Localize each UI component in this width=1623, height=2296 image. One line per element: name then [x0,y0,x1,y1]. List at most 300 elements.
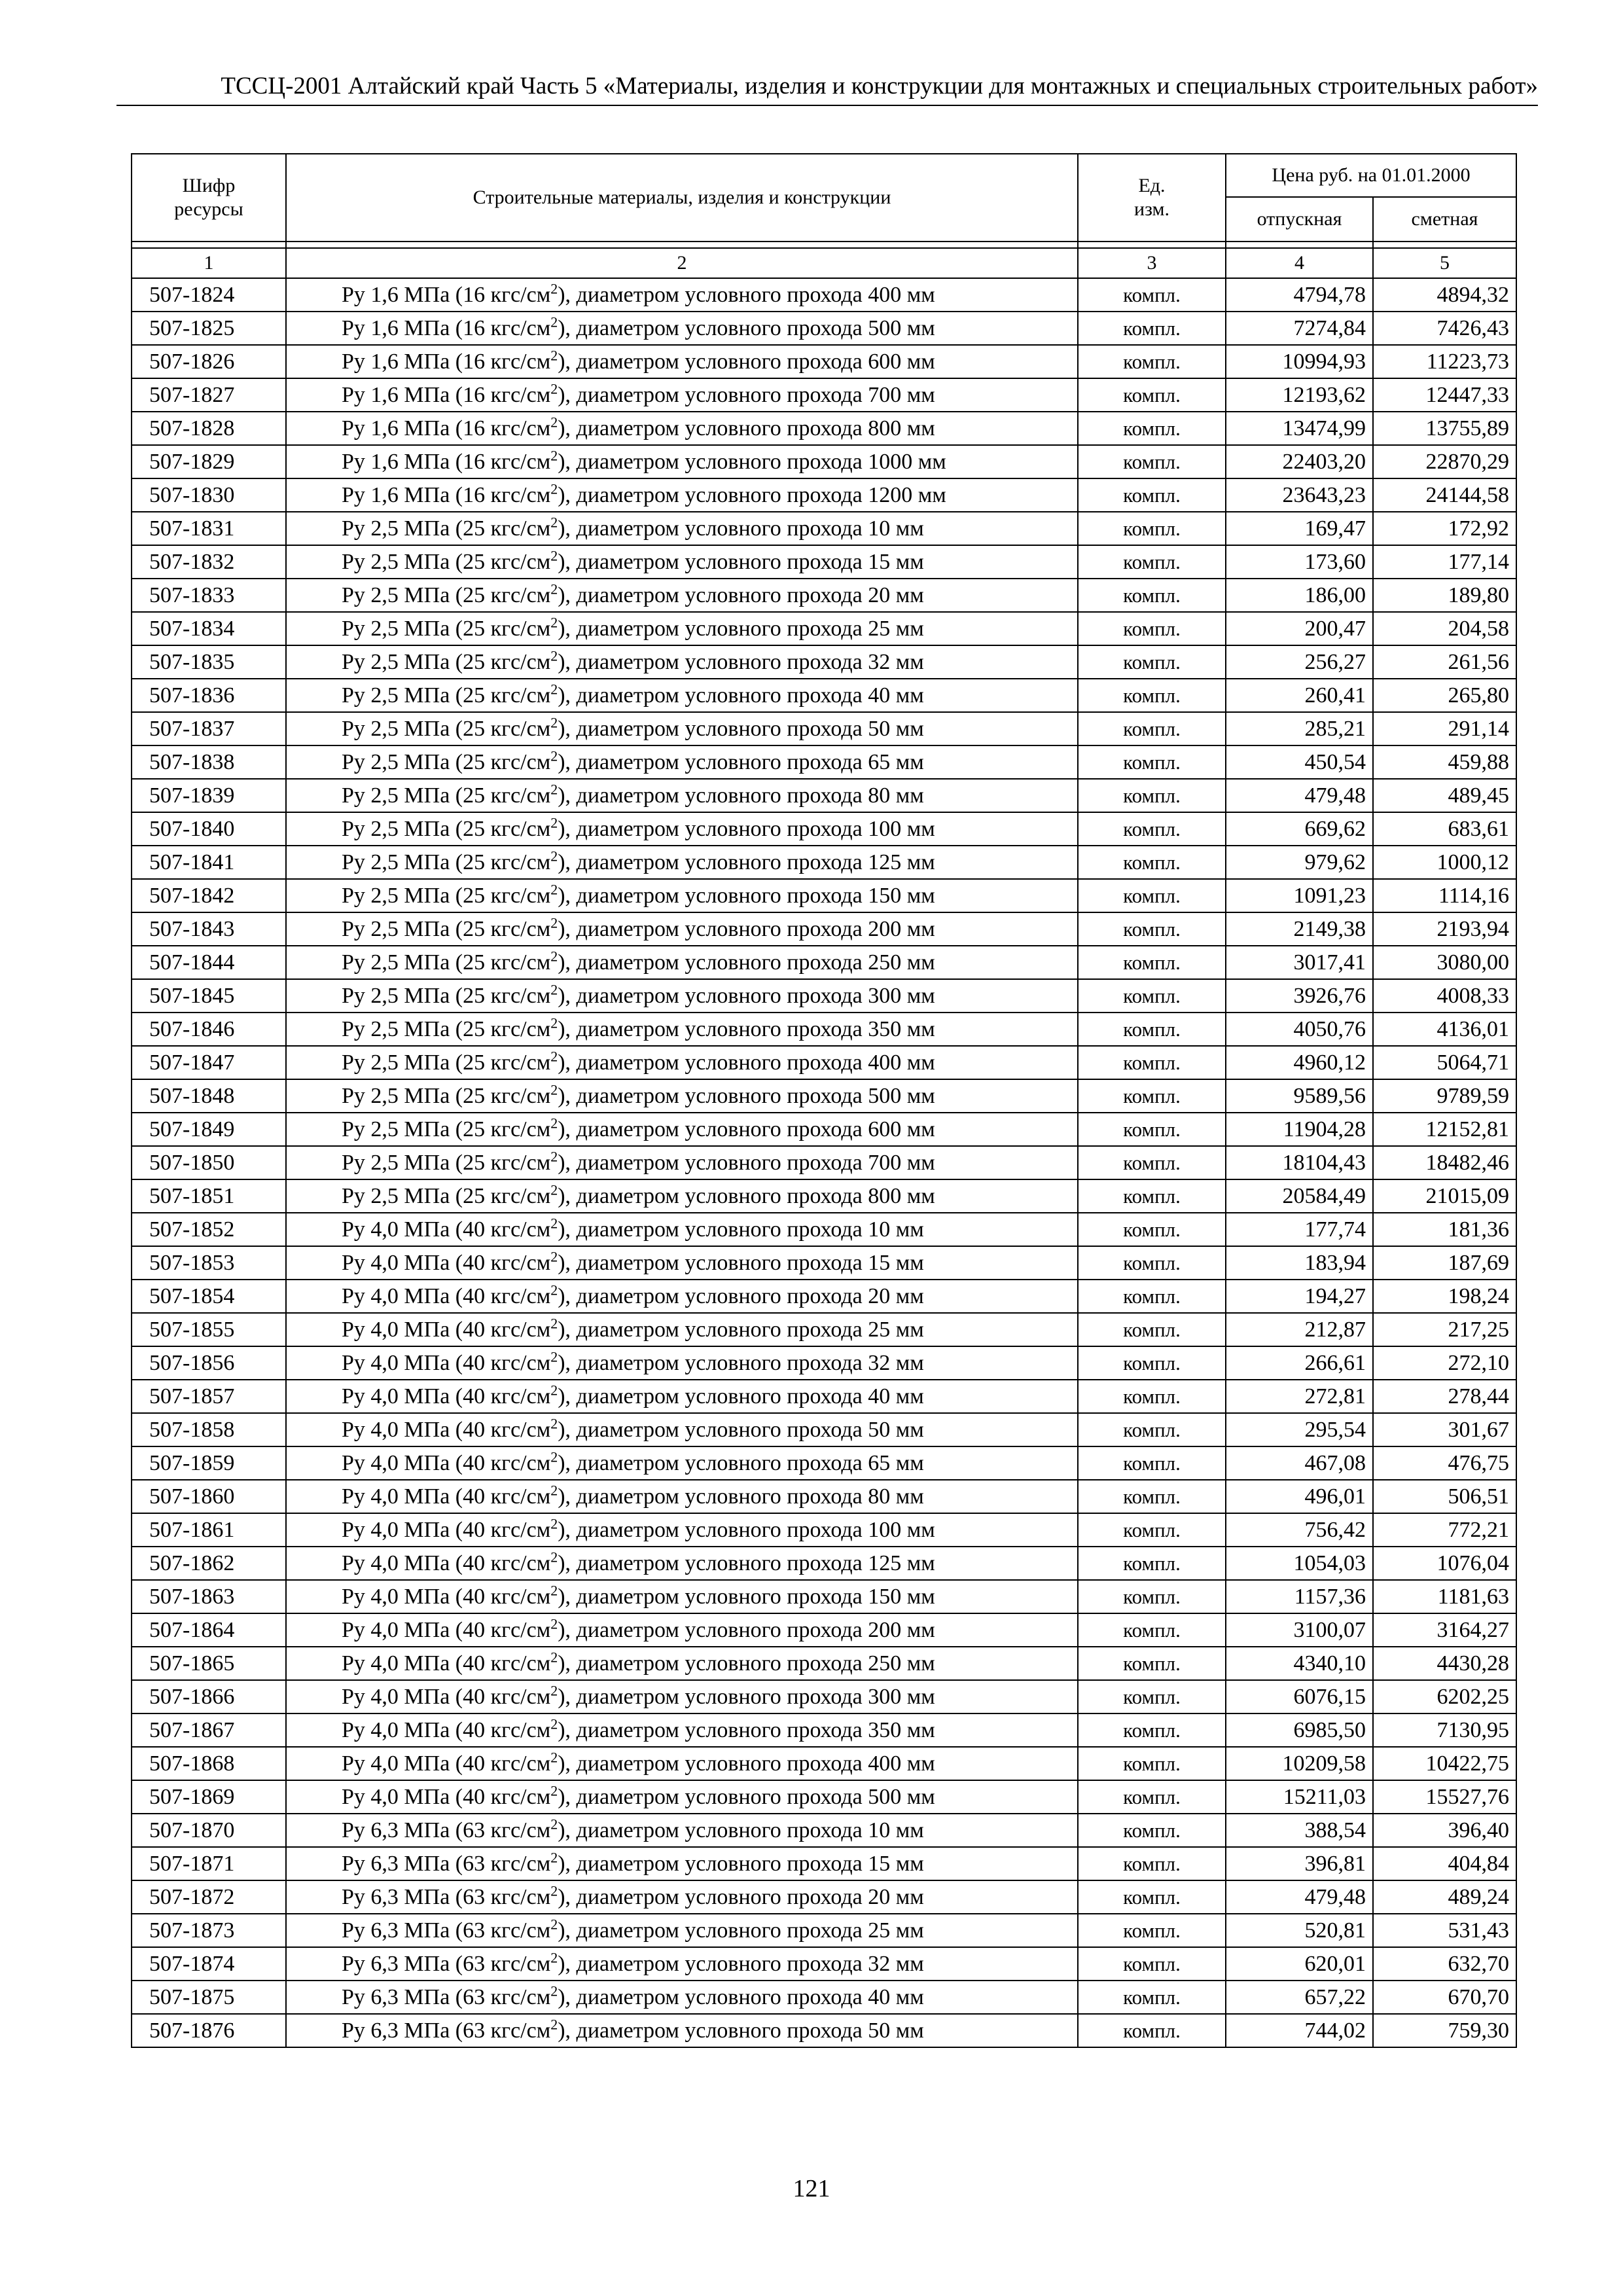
material-name-prefix: Ру 1,6 МПа (16 кгс/см [342,282,551,307]
superscript: 2 [550,1181,558,1198]
material-name-suffix: ), диаметром условного прохода 20 мм [558,1884,924,1909]
table-row [132,745,1516,779]
unit: компл. [1078,1647,1226,1680]
table-row [132,779,1516,812]
unit: компл. [1078,1847,1226,1880]
resource-code: 507-1828 [132,412,286,445]
unit: компл. [1078,1346,1226,1380]
resource-code: 507-1864 [132,1613,286,1647]
superscript: 2 [550,1682,558,1699]
material-name-prefix: Ру 2,5 МПа (25 кгс/см [342,916,551,941]
superscript: 2 [550,1715,558,1732]
release-price: 23643,23 [1226,478,1373,512]
header-name: Строительные материалы, изделия и конструкции [286,154,1078,242]
resource-code: 507-1863 [132,1580,286,1613]
estimate-price: 189,80 [1373,579,1516,612]
material-name-prefix: Ру 1,6 МПа (16 кгс/см [342,416,551,440]
superscript: 2 [550,581,558,598]
material-name-prefix: Ру 6,3 МПа (63 кгс/см [342,1851,551,1876]
material-name-suffix: ), диаметром условного прохода 700 мм [558,1150,935,1175]
resource-code: 507-1870 [132,1814,286,1847]
material-name-prefix: Ру 2,5 МПа (25 кгс/см [342,1183,551,1208]
unit: компл. [1078,2014,1226,2047]
resource-code: 507-1825 [132,312,286,345]
resource-code: 507-1875 [132,1981,286,2014]
material-name-suffix: ), диаметром условного прохода 125 мм [558,850,935,874]
material-name [286,979,1078,1013]
resource-code: 507-1861 [132,1513,286,1547]
resource-code: 507-1831 [132,512,286,545]
material-name-prefix: Ру 1,6 МПа (16 кгс/см [342,449,551,474]
table-row [132,1046,1516,1079]
resource-code: 507-1865 [132,1647,286,1680]
resource-code: 507-1824 [132,278,286,312]
unit: компл. [1078,1413,1226,1446]
material-name-prefix: Ру 2,5 МПа (25 кгс/см [342,1117,551,1141]
release-price: 620,01 [1226,1947,1373,1981]
release-price: 200,47 [1226,612,1373,645]
column-number: 3 [1078,248,1226,278]
table-row [132,879,1516,912]
estimate-price: 12447,33 [1373,378,1516,412]
release-price: 1054,03 [1226,1547,1373,1580]
material-name [286,879,1078,912]
estimate-price: 1000,12 [1373,846,1516,879]
resource-code: 507-1833 [132,579,286,612]
unit: компл. [1078,278,1226,312]
material-name-prefix: Ру 2,5 МПа (25 кгс/см [342,1083,551,1108]
estimate-price: 291,14 [1373,712,1516,745]
material-name [286,1814,1078,1847]
material-name-prefix: Ру 6,3 МПа (63 кгс/см [342,1951,551,1976]
material-name-prefix: Ру 4,0 МПа (40 кгс/см [342,1584,551,1609]
estimate-price: 4136,01 [1373,1013,1516,1046]
table-row [132,1346,1516,1380]
resource-code: 507-1843 [132,912,286,946]
unit: компл. [1078,1613,1226,1647]
resource-code: 507-1876 [132,2014,286,2047]
table-row [132,312,1516,345]
material-name-prefix: Ру 4,0 МПа (40 кгс/см [342,1684,551,1709]
material-name [286,1580,1078,1613]
estimate-price: 10422,75 [1373,1747,1516,1780]
estimate-price: 670,70 [1373,1981,1516,2014]
material-name-suffix: ), диаметром условного прохода 800 мм [558,416,935,440]
material-name-suffix: ), диаметром условного прохода 400 мм [558,1050,935,1075]
table-row [132,1747,1516,1780]
material-name [286,412,1078,445]
material-name-suffix: ), диаметром условного прохода 500 мм [558,1083,935,1108]
superscript: 2 [550,1515,558,1532]
superscript: 2 [550,1115,558,1132]
estimate-price: 3080,00 [1373,946,1516,979]
superscript: 2 [550,1348,558,1365]
table-row [132,1814,1516,1847]
header-estimate-price: сметная [1373,197,1516,242]
material-name-suffix: ), диаметром условного прохода 100 мм [558,816,935,841]
material-name-suffix: ), диаметром условного прохода 50 мм [558,2018,924,2043]
estimate-price: 531,43 [1373,1914,1516,1947]
material-name-suffix: ), диаметром условного прохода 15 мм [558,1250,924,1275]
unit: компл. [1078,1747,1226,1780]
material-name-suffix: ), диаметром условного прохода 80 мм [558,1484,924,1509]
column-number: 4 [1226,248,1373,278]
resource-code: 507-1852 [132,1213,286,1246]
unit: компл. [1078,745,1226,779]
superscript: 2 [550,1248,558,1265]
release-price: 260,41 [1226,679,1373,712]
estimate-price: 489,24 [1373,1880,1516,1914]
material-name-prefix: Ру 2,5 МПа (25 кгс/см [342,950,551,975]
release-price: 12193,62 [1226,378,1373,412]
material-name-prefix: Ру 4,0 МПа (40 кгс/см [342,1784,551,1809]
superscript: 2 [550,1549,558,1566]
table-row [132,1179,1516,1213]
material-name-prefix: Ру 1,6 МПа (16 кгс/см [342,315,551,340]
resource-code: 507-1851 [132,1179,286,1213]
material-name [286,1847,1078,1880]
table-row [132,1513,1516,1547]
table-row [132,1246,1516,1280]
material-name [286,1046,1078,1079]
table-row [132,345,1516,378]
estimate-price: 265,80 [1373,679,1516,712]
superscript: 2 [550,848,558,865]
material-name-prefix: Ру 2,5 МПа (25 кгс/см [342,983,551,1008]
unit: компл. [1078,1480,1226,1513]
superscript: 2 [550,714,558,731]
material-name [286,1780,1078,1814]
estimate-price: 4430,28 [1373,1647,1516,1680]
material-name-suffix: ), диаметром условного прохода 40 мм [558,1384,924,1408]
table-row [132,912,1516,946]
release-price: 194,27 [1226,1280,1373,1313]
material-name-prefix: Ру 4,0 МПа (40 кгс/см [342,1450,551,1475]
superscript: 2 [550,814,558,831]
material-name [286,1079,1078,1113]
resource-code: 507-1858 [132,1413,286,1446]
superscript: 2 [550,447,558,464]
resource-code: 507-1872 [132,1880,286,1914]
material-name [286,779,1078,812]
material-name [286,345,1078,378]
release-price: 18104,43 [1226,1146,1373,1179]
material-name [286,1647,1078,1680]
material-name-prefix: Ру 2,5 МПа (25 кгс/см [342,1050,551,1075]
material-name-suffix: ), диаметром условного прохода 700 мм [558,382,935,407]
resource-code: 507-1854 [132,1280,286,1313]
superscript: 2 [550,747,558,764]
material-name-suffix: ), диаметром условного прохода 40 мм [558,1984,924,2009]
table-row [132,579,1516,612]
material-name-suffix: ), диаметром условного прохода 600 мм [558,1117,935,1141]
estimate-price: 13755,89 [1373,412,1516,445]
release-price: 183,94 [1226,1246,1373,1280]
material-name [286,1981,1078,2014]
release-price: 11904,28 [1226,1113,1373,1146]
unit: компл. [1078,912,1226,946]
table-row [132,1613,1516,1647]
table-row [132,1313,1516,1346]
release-price: 20584,49 [1226,1179,1373,1213]
table-row [132,679,1516,712]
resource-code: 507-1839 [132,779,286,812]
resource-code: 507-1826 [132,345,286,378]
table-row [132,1880,1516,1914]
table-row [132,1780,1516,1814]
table-row [132,1013,1516,1046]
estimate-price: 272,10 [1373,1346,1516,1380]
material-name-suffix: ), диаметром условного прохода 80 мм [558,783,924,808]
unit: компл. [1078,846,1226,879]
resource-code: 507-1853 [132,1246,286,1280]
table-row [132,378,1516,412]
superscript: 2 [550,1014,558,1031]
material-name-prefix: Ру 2,5 МПа (25 кгс/см [342,1016,551,1041]
table-row [132,478,1516,512]
material-name-prefix: Ру 4,0 МПа (40 кгс/см [342,1717,551,1742]
estimate-price: 683,61 [1373,812,1516,846]
material-name-prefix: Ру 2,5 МПа (25 кгс/см [342,783,551,808]
release-price: 4050,76 [1226,1013,1373,1046]
material-name [286,1313,1078,1346]
resource-code: 507-1832 [132,545,286,579]
material-name [286,712,1078,745]
material-name [286,679,1078,712]
release-price: 979,62 [1226,846,1373,879]
release-price: 177,74 [1226,1213,1373,1246]
material-name-suffix: ), диаметром условного прохода 800 мм [558,1183,935,1208]
unit: компл. [1078,979,1226,1013]
superscript: 2 [550,1749,558,1766]
material-name-suffix: ), диаметром условного прохода 65 мм [558,749,924,774]
estimate-price: 198,24 [1373,1280,1516,1313]
estimate-price: 177,14 [1373,545,1516,579]
superscript: 2 [550,1615,558,1632]
superscript: 2 [550,314,558,331]
material-name-prefix: Ру 2,5 МПа (25 кгс/см [342,883,551,908]
estimate-price: 217,25 [1373,1313,1516,1346]
release-price: 256,27 [1226,645,1373,679]
superscript: 2 [550,280,558,297]
resource-code: 507-1845 [132,979,286,1013]
material-name-prefix: Ру 2,5 МПа (25 кгс/см [342,616,551,641]
estimate-price: 24144,58 [1373,478,1516,512]
unit: компл. [1078,378,1226,412]
material-name-prefix: Ру 4,0 МПа (40 кгс/см [342,1417,551,1442]
unit: компл. [1078,1981,1226,2014]
unit: компл. [1078,712,1226,745]
material-name-suffix: ), диаметром условного прохода 150 мм [558,883,935,908]
material-name [286,1280,1078,1313]
material-name-prefix: Ру 4,0 МПа (40 кгс/см [342,1250,551,1275]
superscript: 2 [550,1048,558,1065]
unit: компл. [1078,1246,1226,1280]
superscript: 2 [550,480,558,497]
release-price: 285,21 [1226,712,1373,745]
material-name-suffix: ), диаметром условного прохода 1000 мм [558,449,946,474]
resource-code: 507-1838 [132,745,286,779]
table-row [132,545,1516,579]
estimate-price: 301,67 [1373,1413,1516,1446]
estimate-price: 181,36 [1373,1213,1516,1246]
material-name-suffix: ), диаметром условного прохода 100 мм [558,1517,935,1542]
resource-code: 507-1860 [132,1480,286,1513]
price-table [131,153,1517,2048]
column-number: 5 [1373,248,1516,278]
material-name [286,1179,1078,1213]
release-price: 450,54 [1226,745,1373,779]
estimate-price: 3164,27 [1373,1613,1516,1647]
release-price: 479,48 [1226,779,1373,812]
material-name-prefix: Ру 4,0 МПа (40 кгс/см [342,1517,551,1542]
superscript: 2 [550,1382,558,1399]
estimate-price: 9789,59 [1373,1079,1516,1113]
material-name [286,512,1078,545]
estimate-price: 22870,29 [1373,445,1516,478]
estimate-price: 1181,63 [1373,1580,1516,1613]
release-price: 756,42 [1226,1513,1373,1547]
material-name-suffix: ), диаметром условного прохода 40 мм [558,683,924,708]
superscript: 2 [550,681,558,698]
release-price: 173,60 [1226,545,1373,579]
unit: компл. [1078,312,1226,345]
release-price: 7274,84 [1226,312,1373,345]
resource-code: 507-1827 [132,378,286,412]
resource-code: 507-1869 [132,1780,286,1814]
material-name [286,1914,1078,1947]
material-name-prefix: Ру 6,3 МПа (63 кгс/см [342,2018,551,2043]
material-name-prefix: Ру 1,6 МПа (16 кгс/см [342,482,551,507]
estimate-price: 18482,46 [1373,1146,1516,1179]
release-price: 1157,36 [1226,1580,1373,1613]
table-row [132,1446,1516,1480]
table-row [132,979,1516,1013]
superscript: 2 [550,1582,558,1599]
resource-code: 507-1871 [132,1847,286,1880]
release-price: 2149,38 [1226,912,1373,946]
superscript: 2 [550,1816,558,1833]
superscript: 2 [550,1849,558,1866]
material-name-suffix: ), диаметром условного прохода 15 мм [558,549,924,574]
superscript: 2 [550,914,558,931]
table-row [132,712,1516,745]
estimate-price: 489,45 [1373,779,1516,812]
material-name [286,1713,1078,1747]
unit: компл. [1078,1313,1226,1346]
release-price: 212,87 [1226,1313,1373,1346]
material-name [286,1113,1078,1146]
material-name [286,612,1078,645]
material-name-suffix: ), диаметром условного прохода 350 мм [558,1016,935,1041]
material-name-suffix: ), диаметром условного прохода 15 мм [558,1851,924,1876]
material-name-prefix: Ру 4,0 МПа (40 кгс/см [342,1217,551,1242]
unit: компл. [1078,946,1226,979]
table-row [132,1680,1516,1713]
release-price: 396,81 [1226,1847,1373,1880]
table-row [132,1280,1516,1313]
unit: компл. [1078,1814,1226,1847]
table-row [132,612,1516,645]
release-price: 467,08 [1226,1446,1373,1480]
superscript: 2 [550,514,558,531]
release-price: 6985,50 [1226,1713,1373,1747]
material-name-suffix: ), диаметром условного прохода 32 мм [558,649,924,674]
estimate-price: 4894,32 [1373,278,1516,312]
material-name-suffix: ), диаметром условного прохода 32 мм [558,1951,924,1976]
material-name-prefix: Ру 2,5 МПа (25 кгс/см [342,816,551,841]
table-row [132,1914,1516,1947]
material-name-prefix: Ру 4,0 МПа (40 кгс/см [342,1384,551,1408]
material-name [286,1213,1078,1246]
header-release-price: отпускная [1226,197,1373,242]
estimate-price: 506,51 [1373,1480,1516,1513]
column-number-row [132,248,1516,278]
estimate-price: 459,88 [1373,745,1516,779]
superscript: 2 [550,1782,558,1799]
table-row [132,1547,1516,1580]
table-row [132,1947,1516,1981]
material-name [286,545,1078,579]
table-row [132,1380,1516,1413]
superscript: 2 [550,1649,558,1666]
unit: компл. [1078,679,1226,712]
release-price: 169,47 [1226,512,1373,545]
estimate-price: 772,21 [1373,1513,1516,1547]
material-name-suffix: ), диаметром условного прохода 50 мм [558,1417,924,1442]
material-name-prefix: Ру 4,0 МПа (40 кгс/см [342,1651,551,1676]
column-number: 2 [286,248,1078,278]
release-price: 496,01 [1226,1480,1373,1513]
release-price: 1091,23 [1226,879,1373,912]
unit: компл. [1078,645,1226,679]
unit: компл. [1078,412,1226,445]
estimate-price: 21015,09 [1373,1179,1516,1213]
superscript: 2 [550,781,558,798]
material-name-prefix: Ру 2,5 МПа (25 кгс/см [342,850,551,874]
resource-code: 507-1830 [132,478,286,512]
release-price: 10994,93 [1226,345,1373,378]
resource-code: 507-1835 [132,645,286,679]
superscript: 2 [550,1982,558,2000]
material-name [286,1013,1078,1046]
estimate-price: 261,56 [1373,645,1516,679]
release-price: 744,02 [1226,2014,1373,2047]
resource-code: 507-1836 [132,679,286,712]
resource-code: 507-1866 [132,1680,286,1713]
material-name-suffix: ), диаметром условного прохода 10 мм [558,516,924,541]
superscript: 2 [550,1081,558,1098]
resource-code: 507-1859 [132,1446,286,1480]
table-row [132,846,1516,879]
table-row [132,1647,1516,1680]
material-name-suffix: ), диаметром условного прохода 32 мм [558,1350,924,1375]
material-name [286,1680,1078,1713]
resource-code: 507-1848 [132,1079,286,1113]
material-name [286,1880,1078,1914]
material-name-suffix: ), диаметром условного прохода 250 мм [558,1651,935,1676]
resource-code: 507-1856 [132,1346,286,1380]
superscript: 2 [550,2016,558,2033]
material-name-prefix: Ру 1,6 МПа (16 кгс/см [342,349,551,374]
superscript: 2 [550,1882,558,1899]
material-name-suffix: ), диаметром условного прохода 125 мм [558,1551,935,1575]
release-price: 10209,58 [1226,1747,1373,1780]
release-price: 3100,07 [1226,1613,1373,1647]
unit: компл. [1078,1046,1226,1079]
resource-code: 507-1844 [132,946,286,979]
release-price: 3017,41 [1226,946,1373,979]
